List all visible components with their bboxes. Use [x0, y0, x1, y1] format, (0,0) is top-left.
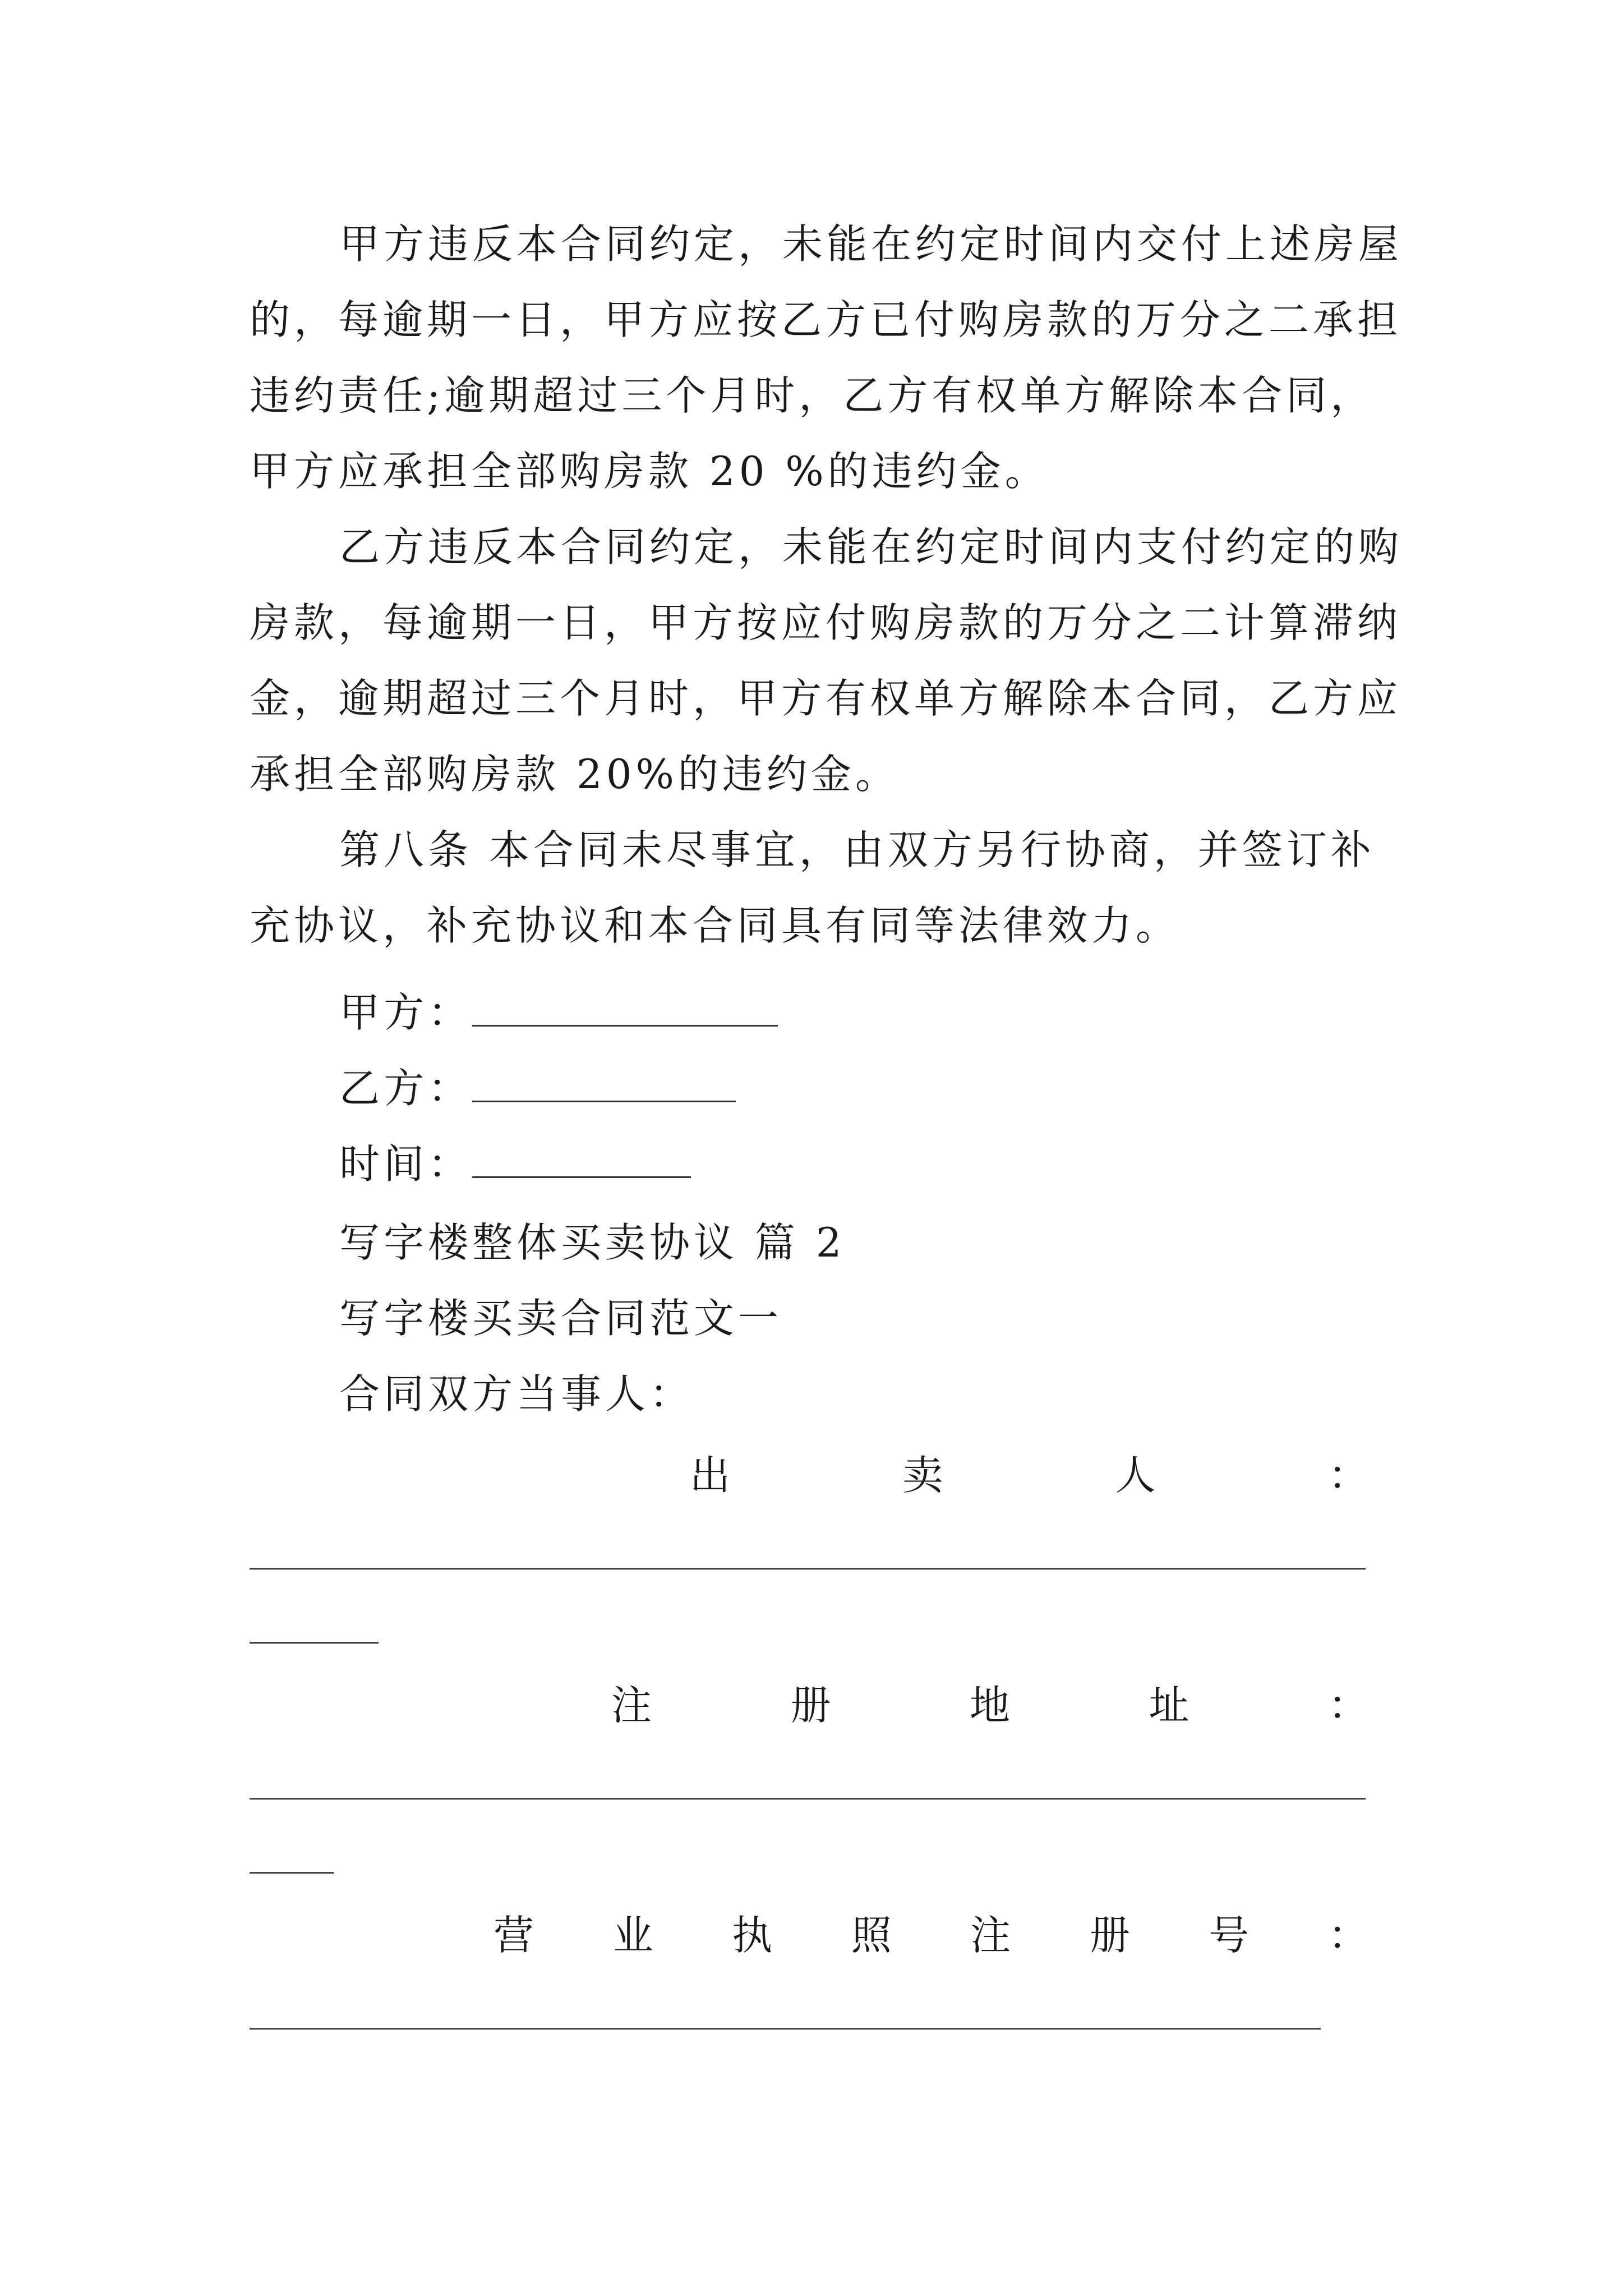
paragraph-line: 房款，每逾期一日，甲方按应付购房款的万分之二计算滞纳: [250, 599, 1402, 646]
signature-party-a: [339, 987, 778, 1038]
license-label: 营 业 执 照 注 册 号 ：: [494, 1912, 1368, 1959]
fill-line: [250, 1568, 1366, 1570]
seller-label: 出 卖 人 ：: [690, 1452, 1368, 1499]
signature-blank: [472, 1067, 736, 1102]
signature-time: [339, 1139, 691, 1189]
paragraph-line: 违约责任;逾期超过三个月时，乙方有权单方解除本合同，: [250, 372, 1375, 419]
paragraph-line: 承担全部购房款 20%的违约金。: [250, 751, 900, 798]
signature-blank: [472, 991, 778, 1027]
fill-line: [250, 1798, 1366, 1800]
parties-intro: 合同双方当事人：: [339, 1370, 694, 1418]
paragraph-line: 的，每逾期一日，甲方应按乙方已付购房款的万分之二承担: [250, 296, 1402, 343]
paragraph-line: 甲方应承担全部购房款 20 %的违约金。: [250, 448, 1049, 495]
paragraph-line: 充协议，补充协议和本合同具有同等法律效力。: [250, 902, 1181, 949]
signature-label: 甲方：: [339, 989, 473, 1036]
address-label: 注 册 地 址 ：: [611, 1682, 1368, 1729]
section-subtitle: 写字楼买卖合同范文一: [339, 1295, 783, 1342]
signature-label: 乙方：: [339, 1065, 473, 1112]
fill-line: [250, 1872, 334, 1874]
signature-label: 时间：: [339, 1140, 473, 1188]
paragraph-line: 甲方违反本合同约定，未能在约定时间内交付上述房屋: [339, 220, 1403, 268]
paragraph-line: 金，逾期超过三个月时，甲方有权单方解除本合同，乙方应: [250, 675, 1402, 722]
paragraph-line: 乙方违反本合同约定，未能在约定时间内支付约定的购: [339, 523, 1403, 570]
section-title: 写字楼整体买卖协议 篇 2: [339, 1219, 846, 1266]
fill-line: [250, 2028, 1321, 2030]
paragraph-line: 第八条 本合同未尽事宜，由双方另行协商，并签订补: [339, 826, 1375, 873]
fill-line: [250, 1642, 379, 1644]
signature-blank: [472, 1143, 691, 1178]
signature-party-b: [339, 1063, 736, 1114]
